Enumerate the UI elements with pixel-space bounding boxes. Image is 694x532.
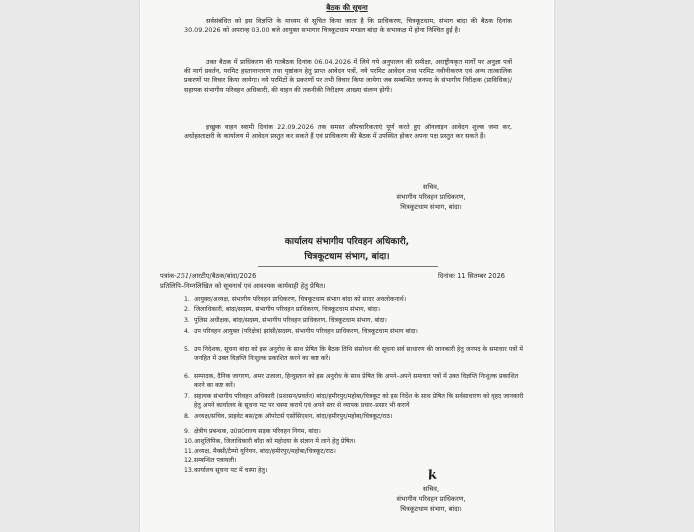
reference-number xyxy=(160,272,256,280)
recipient-number: 2. xyxy=(184,306,190,313)
recipient-item xyxy=(184,373,530,390)
recipient-number: 7. xyxy=(184,393,190,400)
recipient-item xyxy=(184,328,530,337)
footer-signature-authority: संभागीय परिवहन प्राधिकरण, xyxy=(396,495,466,503)
recipient-item xyxy=(184,457,530,466)
recipient-number: 10. xyxy=(184,438,194,445)
recipient-number: 4. xyxy=(184,328,190,335)
office-name: कार्यालय संभागीय परिवहन अधिकारी, xyxy=(284,237,410,247)
reference-handwritten: 251 xyxy=(176,272,190,280)
recipient-item xyxy=(184,448,530,457)
forward-note: प्रतिलिपि–निम्नलिखित को सूचनार्थ एवं आवश्यक कार्यवाही हेतु प्रेषित। xyxy=(160,282,326,290)
recipient-item xyxy=(184,438,530,447)
recipient-text: सम्पादक, दैनिक जागरण, अमर उजाला, हिन्दुस्तान को इस अनुरोध के साथ प्रेषित कि अपने–अपने समाचार पत्रों में उक्त विज्ञप्ति निःशुल्क प्रकाशित करने का कष्ट करें। xyxy=(194,373,519,389)
recipient-text: अध्यक्ष, मैक्सी/टैम्पो यूनियन, बांदा/हमीरपुर/महोबा/चित्रकूट/राठ। xyxy=(194,448,336,455)
recipient-item xyxy=(184,296,530,305)
recipient-item xyxy=(184,428,530,437)
recipient-number: 12. xyxy=(184,457,194,464)
recipient-text: सहायक संभागीय परिवहन अधिकारी (प्रशासन/प्रवर्तन) बांदा/हमीरपुर/महोबा/चित्रकूट को इस निर्देश के साथ प्रेषित कि सर्वसाधारण को वृहद जानकारी हेतु अपने कार्यालय के सूचना पट पर चस्पा करायें एवं अपने स्तर से व्यापक प्रचार–प्रसार भी करायें xyxy=(194,393,524,409)
recipient-item xyxy=(184,306,530,315)
recipient-number: 1. xyxy=(184,296,190,303)
recipient-text: आशुलिपिक, जिलाधिकारी बाँदा को महोदया के संज्ञान में लाने हेतु प्रेषित। xyxy=(194,438,356,445)
header-underline xyxy=(258,266,438,267)
recipient-text: आयुक्त/अध्यक्ष, संभागीय परिवहन प्राधिकरण, चित्रकूटधाम संभाग बांदा को सादर अवलोकनार्थ। xyxy=(194,296,407,303)
recipient-number: 9. xyxy=(184,428,190,435)
recipient-text: अध्यक्ष/सचिव, प्राइवेट बस/ट्रक ऑपरेटर्स एसोसिएशन, बांदा/हमीरपुर/महोबा/चित्रकूट/राठ। xyxy=(194,413,393,420)
footer-signature-title: सचिव, xyxy=(422,485,440,493)
recipient-number: 3. xyxy=(184,317,190,324)
recipient-number: 8. xyxy=(184,413,190,420)
notice-paragraph-3: इच्छुक वाहन स्वामी दिनांक 22.09.2026 तक समस्त औपचारिकताएं पूर्ण करते हुए ऑनलाइन आवेदन शुल्क जमा कर, अधोहस्ताक्षरी के कार्यालय में आवेदन प्रस्तुत कर सकते हैं एवं प्राधिकरण की बैठक में उपस्थित होकर अपना पक्ष प्रस्तुत कर सकते हैं। xyxy=(184,123,512,141)
recipient-text: उप निदेशक, सूचना बांदा को इस अनुरोध के साथ प्रेषित कि बैठक तिथि संसोधन की सूचना सर्व साधारण की जानकारी हेतु जनपद के समाचार पत्रों में जनहित में उक्त विज्ञप्ति निःशुल्क प्रकाशित करने का कष्ट करें। xyxy=(194,346,523,362)
signature-division: चित्रकूटधाम संभाग, बांदा। xyxy=(400,203,462,211)
background-right xyxy=(554,0,694,532)
notice-paragraph-2: उक्त बैठक में प्राधिकरण की गतबैठक दिनांक 06.04.2026 में लिये गये अनुपालन की समीक्षा, अराष्ट्रीयकृत मार्गों पर अनुज्ञा पत्रों की मार्ग प्रवर्तन, परमिट हस्तानान्तरण तथा पृष्ठांकन हेतु प्राप्त आवेदन पत्रों, नये परमिट आवेदन तथा परमिट नवीनीकरण एवं अन्य तात्कालिक प्रकरणों पर विचार किया जायेगा। नये परमिटों के प्रकरणों पर तभी विचार किया जायेगा जब सम्बन्धित जनपद के संभागीय निरीक्षक (प्राविधिक)/सहायक संभागीय परिवहन अधिकारी, की वाहन की तकनीकी निरीक्षण आख्या संलग्न होगी। xyxy=(184,58,512,94)
letter-date: दिनांकः 11 सितम्बर 2026 xyxy=(438,272,505,280)
notice-title: बैठक की सूचना xyxy=(326,3,368,12)
recipient-item xyxy=(184,317,530,326)
handwritten-signature: k xyxy=(427,467,439,484)
recipient-item xyxy=(184,393,530,410)
recipient-text: जिलाधिकारी, बांदा/सदस्य, संभागीय परिवहन प्राधिकरण, चित्रकूटधाम संभाग, बांदा। xyxy=(194,306,380,313)
signature-title: सचिव, xyxy=(422,183,440,191)
recipient-text: कार्यालय सूचना पट में चस्पा हेतु। xyxy=(194,467,268,474)
recipient-text: उप परिवहन आयुक्त (परिक्षेत्र) झांसी/सदस्य, संभागीय परिवहन प्राधिकरण, चित्रकूटधाम संभाग बांदा। xyxy=(194,328,418,335)
recipient-text: क्षेत्रीय प्रबन्धक, उ0प्र0राज्य सड़क परिवहन निगम, बांदा। xyxy=(194,428,321,435)
reference-suffix: /आरटीए/बैठक/बांदा/2026 xyxy=(189,272,257,280)
recipient-number: 5. xyxy=(184,346,190,353)
recipient-number: 11. xyxy=(184,448,194,455)
recipient-item xyxy=(184,467,530,476)
signature-authority: संभागीय परिवहन प्राधिकरण, xyxy=(396,193,466,201)
recipient-item xyxy=(184,346,530,363)
recipient-number: 6. xyxy=(184,373,190,380)
reference-prefix: पत्रांक- xyxy=(160,272,177,280)
office-division: चित्रकूटधाम संभाग, बांदा। xyxy=(304,252,390,262)
recipient-number: 13. xyxy=(184,467,194,474)
document-page xyxy=(140,0,554,532)
recipient-text: पुलिस अधीक्षक, बांदा/सदस्य, संभागीय परिवहन प्राधिकरण, चित्रकूटधाम संभाग, बांदा। xyxy=(194,317,387,324)
recipient-text: सम्बन्धित पत्रावली। xyxy=(194,457,237,464)
recipient-item xyxy=(184,413,530,422)
background-left xyxy=(0,0,140,532)
notice-paragraph-1: सर्वसंबंधित को इस विज्ञप्ति के माध्यम से सूचित किया जाता है कि प्राधिकरण, चित्रकूटधाम, संभाग बांदा की बैठक दिनांक 30.09.2026 को अपरान्ह 03.00 बजे आयुक्त सभागार चित्रकूटधाम मण्डल बांदा के सभाकक्ष में होना निश्चित हुई है। xyxy=(184,17,512,35)
footer-signature-division: चित्रकूटधाम संभाग, बांदा। xyxy=(400,505,462,513)
